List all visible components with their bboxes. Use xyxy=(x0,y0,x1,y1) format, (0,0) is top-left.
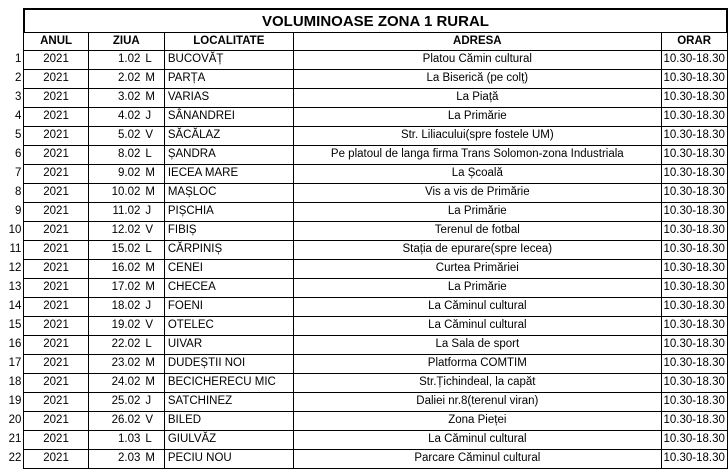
cell-weekday[interactable]: L xyxy=(142,336,164,355)
cell-anul[interactable]: 2021 xyxy=(24,336,88,355)
cell-localitate[interactable]: BILED xyxy=(164,412,293,431)
table-row xyxy=(0,146,727,165)
cell-anul[interactable]: 2021 xyxy=(24,146,88,165)
header-adresa[interactable]: ADRESA xyxy=(293,33,661,51)
cell-date[interactable]: 2.02 xyxy=(88,70,142,89)
row-number: 20 xyxy=(8,414,22,427)
cell-localitate[interactable]: UIVAR xyxy=(164,336,293,355)
cell-anul[interactable]: 2021 xyxy=(24,393,88,412)
cell-orar[interactable]: 10.30-18.30 xyxy=(661,241,727,260)
cell-anul[interactable]: 2021 xyxy=(24,355,88,374)
row-number: 12 xyxy=(8,262,22,275)
cell-anul[interactable]: 2021 xyxy=(24,108,88,127)
cell-weekday[interactable]: M xyxy=(142,165,164,184)
cell-date[interactable]: 22.02 xyxy=(88,336,142,355)
table-row xyxy=(0,279,727,298)
table-row xyxy=(0,51,727,70)
cell-adresa[interactable]: Pe platoul de langa firma Trans Solomon-zona Industriala xyxy=(293,146,661,165)
cell-weekday[interactable]: V xyxy=(142,412,164,431)
table-row xyxy=(0,393,727,412)
table-row xyxy=(0,89,727,108)
title-row xyxy=(0,9,727,33)
cell-orar[interactable]: 10.30-18.30 xyxy=(661,431,727,450)
cell-adresa[interactable]: La Căminul cultural xyxy=(293,298,661,317)
cell-weekday[interactable]: L xyxy=(142,51,164,70)
cell-anul[interactable]: 2021 xyxy=(24,279,88,298)
cell-weekday[interactable]: J xyxy=(142,108,164,127)
cell-anul[interactable]: 2021 xyxy=(24,165,88,184)
cell-localitate[interactable]: SATCHINEZ xyxy=(164,393,293,412)
cell-anul[interactable]: 2021 xyxy=(24,222,88,241)
cell-orar[interactable]: 10.30-18.30 xyxy=(661,222,727,241)
cell-weekday[interactable]: L xyxy=(142,241,164,260)
cell-date[interactable]: 12.02 xyxy=(88,222,142,241)
cell-date[interactable]: 16.02 xyxy=(88,260,142,279)
cell-date[interactable]: 11.02 xyxy=(88,203,142,222)
cell-anul[interactable]: 2021 xyxy=(24,70,88,89)
cell-orar[interactable]: 10.30-18.30 xyxy=(661,108,727,127)
table-row xyxy=(0,412,727,431)
header-anul[interactable]: ANUL xyxy=(24,33,88,51)
cell-orar[interactable]: 10.30-18.30 xyxy=(661,70,727,89)
cell-weekday[interactable]: M xyxy=(142,355,164,374)
cell-adresa[interactable]: La Căminul cultural xyxy=(293,317,661,336)
header-row xyxy=(0,33,727,51)
cell-adresa[interactable]: Curtea Primăriei xyxy=(293,260,661,279)
cell-anul[interactable]: 2021 xyxy=(24,431,88,450)
table-row xyxy=(0,203,727,222)
cell-adresa[interactable]: Parcare Căminul cultural xyxy=(293,450,661,469)
cell-localitate[interactable]: PECIU NOU xyxy=(164,450,293,469)
row-number: 16 xyxy=(8,338,22,351)
cell-anul[interactable]: 2021 xyxy=(24,184,88,203)
cell-weekday[interactable]: V xyxy=(142,317,164,336)
cell-date[interactable]: 18.02 xyxy=(88,298,142,317)
table-row xyxy=(0,336,727,355)
cell-date[interactable]: 25.02 xyxy=(88,393,142,412)
row-number: 7 xyxy=(15,167,22,180)
cell-orar[interactable]: 10.30-18.30 xyxy=(661,127,727,146)
table-row xyxy=(0,165,727,184)
cell-localitate[interactable]: CĂRPINIȘ xyxy=(164,241,293,260)
cell-weekday[interactable]: M xyxy=(142,89,164,108)
header-orar[interactable]: ORAR xyxy=(661,33,727,51)
header-localitate[interactable]: LOCALITATE xyxy=(164,33,293,51)
cell-anul[interactable]: 2021 xyxy=(24,374,88,393)
cell-orar[interactable]: 10.30-18.30 xyxy=(661,51,727,70)
table-row xyxy=(0,70,727,89)
cell-adresa[interactable]: La Piață xyxy=(293,89,661,108)
cell-date[interactable]: 3.02 xyxy=(88,89,142,108)
cell-date[interactable]: 17.02 xyxy=(88,279,142,298)
cell-date[interactable]: 19.02 xyxy=(88,317,142,336)
cell-orar[interactable]: 10.30-18.30 xyxy=(661,260,727,279)
cell-orar[interactable]: 10.30-18.30 xyxy=(661,412,727,431)
cell-localitate[interactable]: VARIAS xyxy=(164,89,293,108)
cell-adresa[interactable]: La Primărie xyxy=(293,279,661,298)
cell-adresa[interactable]: Str. Liliacului(spre fostele UM) xyxy=(293,127,661,146)
cell-date[interactable]: 8.02 xyxy=(88,146,142,165)
row-number: 18 xyxy=(8,376,22,389)
cell-orar[interactable]: 10.30-18.30 xyxy=(661,393,727,412)
row-number: 17 xyxy=(8,357,22,370)
row-number: 11 xyxy=(9,243,22,256)
cell-date[interactable]: 4.02 xyxy=(88,108,142,127)
cell-adresa[interactable]: La Sala de sport xyxy=(293,336,661,355)
cell-adresa[interactable]: Daliei nr.8(terenul viran) xyxy=(293,393,661,412)
cell-date[interactable]: 1.02 xyxy=(88,51,142,70)
cell-date[interactable]: 5.02 xyxy=(88,127,142,146)
cell-orar[interactable]: 10.30-18.30 xyxy=(661,165,727,184)
cell-localitate[interactable]: DUDEȘTII NOI xyxy=(164,355,293,374)
cell-adresa[interactable]: La Biserică (pe colț) xyxy=(293,70,661,89)
cell-localitate[interactable]: BECICHERECU MIC xyxy=(164,374,293,393)
table-row xyxy=(0,298,727,317)
row-number: 13 xyxy=(8,281,22,294)
cell-orar[interactable]: 10.30-18.30 xyxy=(661,146,727,165)
cell-weekday[interactable]: V xyxy=(142,222,164,241)
cell-localitate[interactable]: OTELEC xyxy=(164,317,293,336)
cell-adresa[interactable]: La Primărie xyxy=(293,203,661,222)
row-number: 21 xyxy=(8,433,22,446)
cell-localitate[interactable]: SÂNANDREI xyxy=(164,108,293,127)
cell-orar[interactable]: 10.30-18.30 xyxy=(661,355,727,374)
cell-date[interactable]: 9.02 xyxy=(88,165,142,184)
table-row xyxy=(0,374,727,393)
cell-adresa[interactable]: Terenul de fotbal xyxy=(293,222,661,241)
cell-anul[interactable]: 2021 xyxy=(24,450,88,469)
cell-anul[interactable]: 2021 xyxy=(24,260,88,279)
cell-orar[interactable]: 10.30-18.30 xyxy=(661,317,727,336)
cell-orar[interactable]: 10.30-18.30 xyxy=(661,298,727,317)
cell-date[interactable]: 1.03 xyxy=(88,431,142,450)
row-number: 5 xyxy=(15,129,22,142)
cell-orar[interactable]: 10.30-18.30 xyxy=(661,203,727,222)
row-number: 22 xyxy=(8,452,22,465)
cell-orar[interactable]: 10.30-18.30 xyxy=(661,336,727,355)
cell-orar[interactable]: 10.30-18.30 xyxy=(661,89,727,108)
cell-anul[interactable]: 2021 xyxy=(24,298,88,317)
cell-orar[interactable]: 10.30-18.30 xyxy=(661,184,727,203)
cell-adresa[interactable]: Stația de epurare(spre Iecea) xyxy=(293,241,661,260)
row-number: 15 xyxy=(8,319,22,332)
table-row xyxy=(0,317,727,336)
cell-date[interactable]: 23.02 xyxy=(88,355,142,374)
cell-localitate[interactable]: PARȚA xyxy=(164,70,293,89)
cell-weekday[interactable]: L xyxy=(142,146,164,165)
cell-date[interactable]: 15.02 xyxy=(88,241,142,260)
table-row xyxy=(0,355,727,374)
header-ziua[interactable]: ZIUA xyxy=(88,33,164,51)
table-row xyxy=(0,222,727,241)
row-number: 6 xyxy=(15,148,22,161)
schedule-table xyxy=(0,8,728,469)
cell-adresa[interactable]: Zona Pieței xyxy=(293,412,661,431)
cell-weekday[interactable]: M xyxy=(142,260,164,279)
cell-weekday[interactable]: J xyxy=(142,298,164,317)
cell-weekday[interactable]: L xyxy=(142,431,164,450)
cell-weekday[interactable]: M xyxy=(142,184,164,203)
cell-weekday[interactable]: V xyxy=(142,127,164,146)
cell-anul[interactable]: 2021 xyxy=(24,317,88,336)
row-number: 4 xyxy=(15,110,22,123)
cell-localitate[interactable]: CENEI xyxy=(164,260,293,279)
table-row xyxy=(0,431,727,450)
cell-orar[interactable]: 10.30-18.30 xyxy=(661,374,727,393)
row-number: 10 xyxy=(8,224,22,237)
cell-adresa[interactable]: La Căminul cultural xyxy=(293,431,661,450)
cell-adresa[interactable]: La Primărie xyxy=(293,108,661,127)
cell-anul[interactable]: 2021 xyxy=(24,51,88,70)
cell-orar[interactable]: 10.30-18.30 xyxy=(661,279,727,298)
row-number: 8 xyxy=(15,186,22,199)
table-row xyxy=(0,108,727,127)
cell-localitate[interactable]: BUCOVĂȚ xyxy=(164,51,293,70)
cell-anul[interactable]: 2021 xyxy=(24,127,88,146)
cell-weekday[interactable]: M xyxy=(142,374,164,393)
cell-adresa[interactable]: Str.Țichindeal, la capăt xyxy=(293,374,661,393)
cell-anul[interactable]: 2021 xyxy=(24,89,88,108)
cell-adresa[interactable]: Platou Cămin cultural xyxy=(293,51,661,70)
table-row xyxy=(0,241,727,260)
table-row xyxy=(0,184,727,203)
cell-localitate[interactable]: PIȘCHIA xyxy=(164,203,293,222)
cell-localitate[interactable]: CHECEA xyxy=(164,279,293,298)
cell-localitate[interactable]: IECEA MARE xyxy=(164,165,293,184)
cell-localitate[interactable]: FOENI xyxy=(164,298,293,317)
cell-anul[interactable]: 2021 xyxy=(24,203,88,222)
cell-adresa[interactable]: Platforma COMTIM xyxy=(293,355,661,374)
cell-date[interactable]: 24.02 xyxy=(88,374,142,393)
row-number: 2 xyxy=(15,72,22,85)
cell-date[interactable]: 26.02 xyxy=(88,412,142,431)
cell-weekday[interactable]: M xyxy=(142,279,164,298)
cell-date[interactable]: 10.02 xyxy=(88,184,142,203)
row-number: 19 xyxy=(8,395,22,408)
cell-localitate[interactable]: SĂCĂLAZ xyxy=(164,127,293,146)
cell-localitate[interactable]: ȘANDRA xyxy=(164,146,293,165)
cell-anul[interactable]: 2021 xyxy=(24,241,88,260)
cell-adresa[interactable]: La Școală xyxy=(293,165,661,184)
row-number: 1 xyxy=(15,53,22,66)
row-number: 9 xyxy=(15,205,22,218)
cell-orar[interactable]: 10.30-18.30 xyxy=(661,450,727,469)
cell-weekday[interactable]: J xyxy=(142,393,164,412)
cell-anul[interactable]: 2021 xyxy=(24,412,88,431)
cell-localitate[interactable]: MAȘLOC xyxy=(164,184,293,203)
cell-localitate[interactable]: GIULVĂZ xyxy=(164,431,293,450)
table-title[interactable]: VOLUMINOASE ZONA 1 RURAL xyxy=(24,9,727,33)
table-row xyxy=(0,127,727,146)
cell-weekday[interactable]: J xyxy=(142,203,164,222)
table-row xyxy=(0,450,727,469)
cell-adresa[interactable]: Vis a vis de Primărie xyxy=(293,184,661,203)
cell-weekday[interactable]: M xyxy=(142,450,164,469)
cell-weekday[interactable]: M xyxy=(142,70,164,89)
cell-date[interactable]: 2.03 xyxy=(88,450,142,469)
cell-localitate[interactable]: FIBIȘ xyxy=(164,222,293,241)
table-row xyxy=(0,260,727,279)
row-number: 3 xyxy=(15,91,22,104)
row-number: 14 xyxy=(8,300,22,313)
